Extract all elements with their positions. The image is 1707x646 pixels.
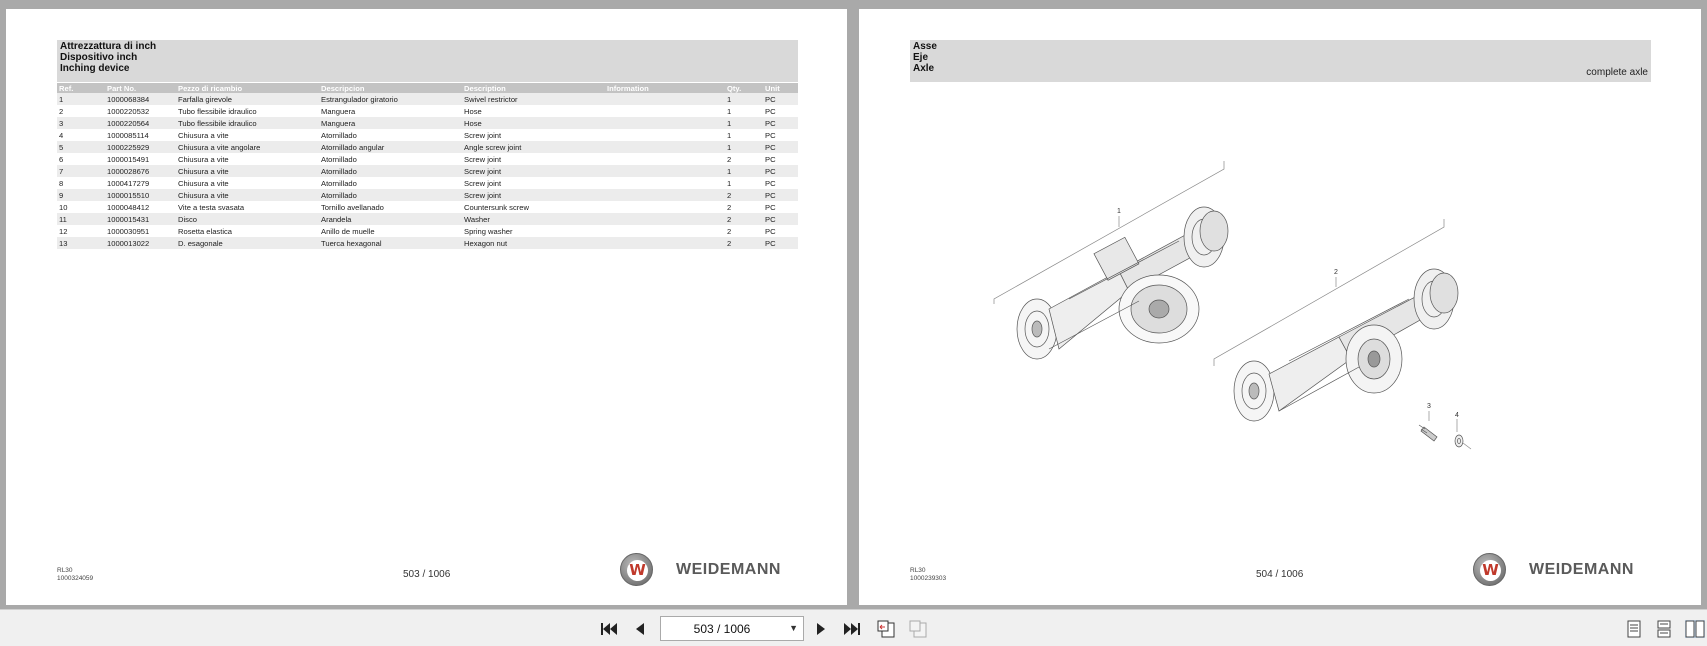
cell-descripcion: Atornillado bbox=[319, 177, 462, 189]
cell-information bbox=[605, 153, 725, 165]
single-page-icon[interactable] bbox=[1624, 619, 1644, 639]
axle-exploded-drawing bbox=[979, 149, 1499, 469]
callout-2: 2 bbox=[1334, 269, 1338, 276]
col-pezzo: Pezzo di ricambio bbox=[176, 83, 319, 93]
page-header bbox=[57, 40, 798, 82]
table-row bbox=[57, 237, 798, 249]
cell-qty: 1 bbox=[725, 105, 763, 117]
page-number: 504 / 1006 bbox=[1256, 569, 1304, 580]
cell-ref: 1 bbox=[57, 93, 105, 105]
forward-view-icon[interactable] bbox=[908, 619, 928, 639]
table-header-row bbox=[57, 83, 798, 93]
cell-description: Screw joint bbox=[462, 153, 605, 165]
cell-description: Screw joint bbox=[462, 129, 605, 141]
cell-ref: 12 bbox=[57, 225, 105, 237]
cell-ref: 8 bbox=[57, 177, 105, 189]
cell-unit: PC bbox=[763, 117, 798, 129]
cell-pezzo: Disco bbox=[176, 213, 319, 225]
table-row bbox=[57, 213, 798, 225]
table-row bbox=[57, 117, 798, 129]
cell-information bbox=[605, 141, 725, 153]
cell-part-no: 1000015491 bbox=[105, 153, 176, 165]
cell-pezzo: Tubo flessibile idraulico bbox=[176, 105, 319, 117]
cell-information bbox=[605, 237, 725, 249]
cell-information bbox=[605, 117, 725, 129]
cell-descripcion: Atornillado angular bbox=[319, 141, 462, 153]
cell-description: Countersunk screw bbox=[462, 201, 605, 213]
col-part-no: Part No. bbox=[105, 83, 176, 93]
cell-qty: 2 bbox=[725, 153, 763, 165]
cell-ref: 3 bbox=[57, 117, 105, 129]
cell-part-no: 1000068384 bbox=[105, 93, 176, 105]
cell-part-no: 1000085114 bbox=[105, 129, 176, 141]
model-name: RL30 bbox=[57, 567, 73, 574]
cell-ref: 5 bbox=[57, 141, 105, 153]
cell-qty: 2 bbox=[725, 189, 763, 201]
cell-ref: 9 bbox=[57, 189, 105, 201]
cell-descripcion: Manguera bbox=[319, 105, 462, 117]
cell-qty: 2 bbox=[725, 225, 763, 237]
cell-pezzo: Vite a testa svasata bbox=[176, 201, 319, 213]
cell-part-no: 1000015510 bbox=[105, 189, 176, 201]
cell-qty: 2 bbox=[725, 201, 763, 213]
two-page-icon[interactable] bbox=[1684, 619, 1706, 639]
cell-description: Spring washer bbox=[462, 225, 605, 237]
cell-descripcion: Anillo de muelle bbox=[319, 225, 462, 237]
weidemann-logo bbox=[620, 552, 798, 588]
cell-pezzo: Chiusura a vite bbox=[176, 129, 319, 141]
cell-qty: 1 bbox=[725, 141, 763, 153]
cell-pezzo: Farfalla girevole bbox=[176, 93, 319, 105]
table-row bbox=[57, 129, 798, 141]
cell-information bbox=[605, 213, 725, 225]
cell-part-no: 1000015431 bbox=[105, 213, 176, 225]
cell-qty: 2 bbox=[725, 213, 763, 225]
cell-description: Hexagon nut bbox=[462, 237, 605, 249]
cell-unit: PC bbox=[763, 225, 798, 237]
cell-qty: 2 bbox=[725, 237, 763, 249]
navigation-toolbar bbox=[0, 609, 1707, 646]
col-ref: Ref. bbox=[57, 83, 105, 93]
cell-qty: 1 bbox=[725, 93, 763, 105]
header-title-it: Attrezzattura di inch bbox=[60, 41, 157, 52]
cell-part-no: 1000030951 bbox=[105, 225, 176, 237]
footer-model bbox=[57, 567, 93, 583]
page-number: 503 / 1006 bbox=[403, 569, 451, 580]
table-row bbox=[57, 165, 798, 177]
table-row bbox=[57, 93, 798, 105]
page-number-input[interactable] bbox=[660, 616, 804, 641]
table-row bbox=[57, 153, 798, 165]
next-page-icon[interactable] bbox=[811, 619, 831, 639]
header-title-en: Axle bbox=[913, 63, 935, 74]
cell-part-no: 1000048412 bbox=[105, 201, 176, 213]
col-unit: Unit bbox=[763, 83, 798, 93]
col-qty: Qty. bbox=[725, 83, 763, 93]
cell-unit: PC bbox=[763, 141, 798, 153]
first-page-icon[interactable] bbox=[599, 619, 619, 639]
cell-information bbox=[605, 189, 725, 201]
page-header bbox=[910, 40, 1651, 82]
cell-information bbox=[605, 177, 725, 189]
cell-ref: 6 bbox=[57, 153, 105, 165]
cell-pezzo: Chiusura a vite bbox=[176, 153, 319, 165]
cell-unit: PC bbox=[763, 237, 798, 249]
cell-pezzo: Chiusura a vite bbox=[176, 189, 319, 201]
col-descripcion: Descripcion bbox=[319, 83, 462, 93]
cell-information bbox=[605, 129, 725, 141]
page-503 bbox=[6, 9, 847, 605]
page-504 bbox=[859, 9, 1701, 605]
cell-descripcion: Manguera bbox=[319, 117, 462, 129]
col-information: Information bbox=[605, 83, 725, 93]
cell-unit: PC bbox=[763, 213, 798, 225]
cell-part-no: 1000417279 bbox=[105, 177, 176, 189]
header-subtitle: complete axle bbox=[1586, 67, 1648, 78]
cell-part-no: 1000013022 bbox=[105, 237, 176, 249]
footer-model bbox=[910, 567, 946, 583]
cell-descripcion: Atornillado bbox=[319, 189, 462, 201]
cell-description: Screw joint bbox=[462, 189, 605, 201]
cell-description: Hose bbox=[462, 105, 605, 117]
cell-qty: 1 bbox=[725, 129, 763, 141]
cell-descripcion: Estrangulador giratorio bbox=[319, 93, 462, 105]
callout-3: 3 bbox=[1427, 403, 1431, 410]
cell-pezzo: D. esagonale bbox=[176, 237, 319, 249]
cell-pezzo: Chiusura a vite angolare bbox=[176, 141, 319, 153]
cell-descripcion: Atornillado bbox=[319, 165, 462, 177]
continuous-page-icon[interactable] bbox=[1654, 619, 1674, 639]
cell-information bbox=[605, 105, 725, 117]
document-number: 1000324059 bbox=[57, 575, 94, 582]
logo-emblem-icon: W bbox=[1473, 553, 1506, 586]
cell-ref: 4 bbox=[57, 129, 105, 141]
cell-ref: 2 bbox=[57, 105, 105, 117]
cell-unit: PC bbox=[763, 93, 798, 105]
logo-wordmark: WEIDEMANN bbox=[1529, 561, 1634, 578]
cell-unit: PC bbox=[763, 177, 798, 189]
cell-part-no: 1000028676 bbox=[105, 165, 176, 177]
cell-information bbox=[605, 225, 725, 237]
table-row bbox=[57, 201, 798, 213]
table-row bbox=[57, 225, 798, 237]
cell-unit: PC bbox=[763, 105, 798, 117]
cell-description: Hose bbox=[462, 117, 605, 129]
header-title-es: Dispositivo inch bbox=[60, 52, 138, 63]
table-row bbox=[57, 177, 798, 189]
cell-ref: 7 bbox=[57, 165, 105, 177]
document-number: 1000239303 bbox=[910, 575, 947, 582]
cell-pezzo: Tubo flessibile idraulico bbox=[176, 117, 319, 129]
header-title-it: Asse bbox=[913, 41, 937, 52]
cell-description: Angle screw joint bbox=[462, 141, 605, 153]
callout-1: 1 bbox=[1117, 208, 1121, 215]
cell-descripcion: Tornillo avellanado bbox=[319, 201, 462, 213]
header-title-en: Inching device bbox=[60, 63, 130, 74]
cell-description: Screw joint bbox=[462, 165, 605, 177]
cell-unit: PC bbox=[763, 189, 798, 201]
table-row bbox=[57, 189, 798, 201]
cell-unit: PC bbox=[763, 201, 798, 213]
cell-part-no: 1000220532 bbox=[105, 105, 176, 117]
cell-ref: 13 bbox=[57, 237, 105, 249]
cell-pezzo: Chiusura a vite bbox=[176, 177, 319, 189]
cell-unit: PC bbox=[763, 129, 798, 141]
cell-unit: PC bbox=[763, 153, 798, 165]
cell-pezzo: Rosetta elastica bbox=[176, 225, 319, 237]
cell-pezzo: Chiusura a vite bbox=[176, 165, 319, 177]
chevron-down-icon[interactable]: ▼ bbox=[789, 623, 798, 633]
cell-unit: PC bbox=[763, 165, 798, 177]
cell-information bbox=[605, 93, 725, 105]
cell-qty: 1 bbox=[725, 117, 763, 129]
cell-information bbox=[605, 201, 725, 213]
cell-description: Screw joint bbox=[462, 177, 605, 189]
header-title-es: Eje bbox=[913, 52, 929, 63]
cell-part-no: 1000225929 bbox=[105, 141, 176, 153]
cell-ref: 10 bbox=[57, 201, 105, 213]
model-name: RL30 bbox=[910, 567, 926, 574]
callout-4: 4 bbox=[1455, 412, 1459, 419]
cell-ref: 11 bbox=[57, 213, 105, 225]
page-number-value: 503 / 1006 bbox=[693, 622, 751, 636]
back-view-icon[interactable] bbox=[876, 619, 896, 639]
logo-emblem-icon: W bbox=[620, 553, 653, 586]
cell-descripcion: Tuerca hexagonal bbox=[319, 237, 462, 249]
cell-information bbox=[605, 165, 725, 177]
cell-descripcion: Atornillado bbox=[319, 129, 462, 141]
logo-wordmark: WEIDEMANN bbox=[676, 561, 781, 578]
cell-qty: 1 bbox=[725, 165, 763, 177]
table-row bbox=[57, 105, 798, 117]
previous-page-icon[interactable] bbox=[630, 619, 650, 639]
parts-table bbox=[57, 83, 798, 249]
table-row bbox=[57, 141, 798, 153]
cell-part-no: 1000220564 bbox=[105, 117, 176, 129]
last-page-icon[interactable] bbox=[842, 619, 862, 639]
weidemann-logo bbox=[1473, 552, 1651, 588]
col-description: Description bbox=[462, 83, 605, 93]
cell-qty: 1 bbox=[725, 177, 763, 189]
cell-descripcion: Arandela bbox=[319, 213, 462, 225]
cell-description: Swivel restrictor bbox=[462, 93, 605, 105]
cell-descripcion: Atornillado bbox=[319, 153, 462, 165]
cell-description: Washer bbox=[462, 213, 605, 225]
